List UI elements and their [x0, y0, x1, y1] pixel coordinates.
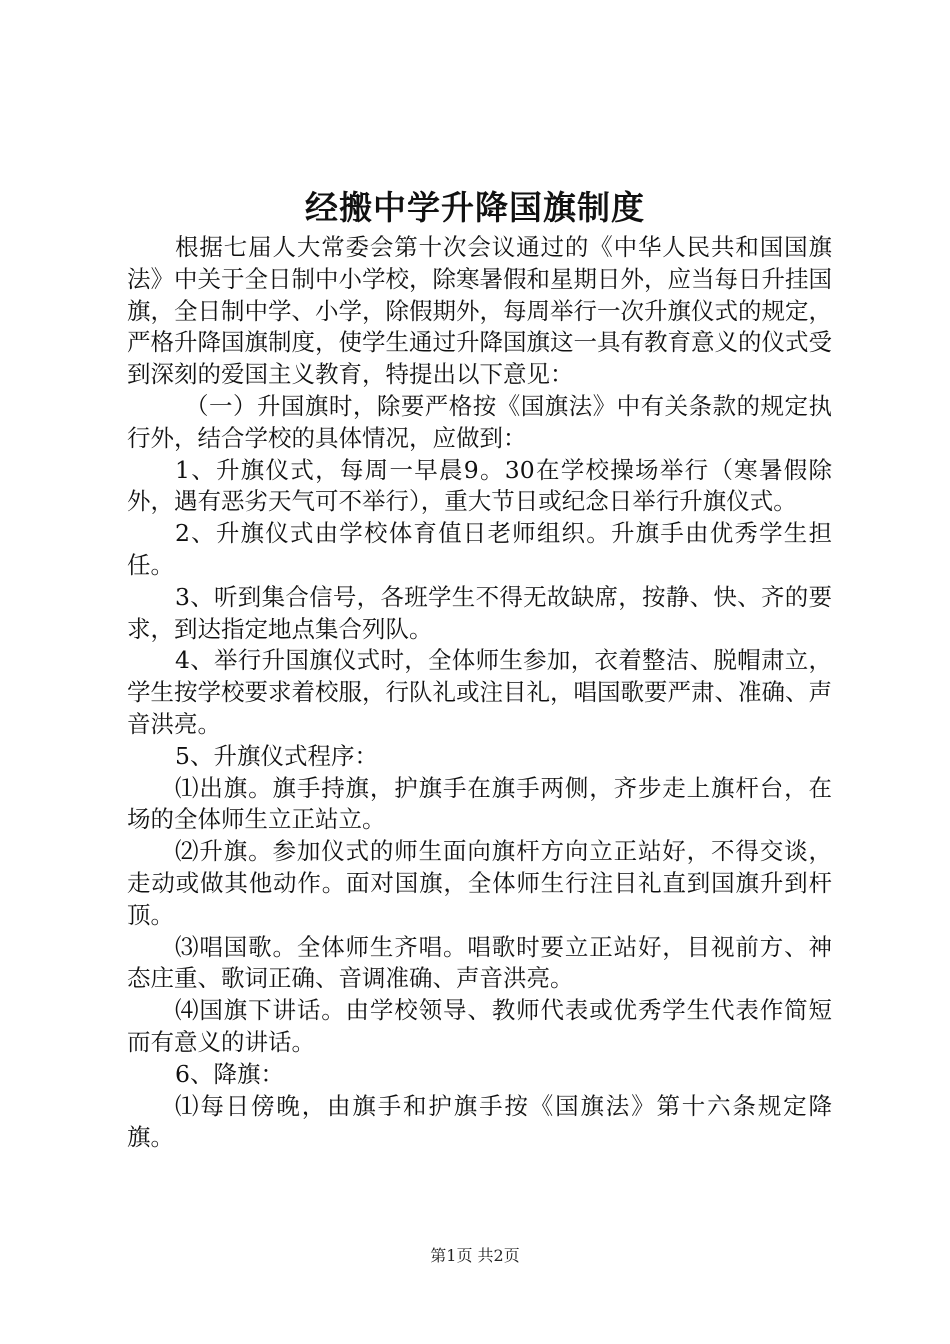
paragraph-item-4: 4、举行升国旗仪式时，全体师生参加，衣着整洁、脱帽肃立，学生按学校要求着校服，行队礼或注目礼，唱国歌要严肃、准确、声音洪亮。: [127, 646, 832, 738]
paragraph-lower-1: ⑴每日傍晚，由旗手和护旗手按《国旗法》第十六条规定降旗。: [127, 1091, 832, 1152]
paragraph-step-1: ⑴出旗。旗手持旗，护旗手在旗手两侧，齐步走上旗杆台，在场的全体师生立正站立。: [127, 773, 832, 834]
paragraph-step-2: ⑵升旗。参加仪式的师生面向旗杆方向立正站好，不得交谈，走动或做其他动作。面对国旗，全体师生行注目礼直到国旗升到杆顶。: [127, 837, 832, 929]
paragraph-section-1: （一）升国旗时，除要严格按《国旗法》中有关条款的规定执行外，结合学校的具体情况，应做到：: [127, 391, 832, 452]
document-title: 经搬中学升降国旗制度: [305, 188, 645, 227]
paragraph-item-3: 3、听到集合信号，各班学生不得无故缺席，按静、快、齐的要求，到达指定地点集合列队。: [127, 582, 832, 643]
document-body: [127, 232, 832, 1154]
paragraph-step-3: ⑶唱国歌。全体师生齐唱。唱歌时要立正站好，目视前方、神态庄重、歌词正确、音调准确、声音洪亮。: [127, 932, 832, 993]
paragraph-item-1: 1、升旗仪式，每周一早晨9。30在学校操场举行（寒暑假除外，遇有恶劣天气可不举行），重大节日或纪念日举行升旗仪式。: [127, 455, 832, 516]
paragraph-intro: 根据七届人大常委会第十次会议通过的《中华人民共和国国旗法》中关于全日制中小学校，除寒暑假和星期日外，应当每日升挂国旗，全日制中学、小学，除假期外，每周举行一次升旗仪式的规定，严格升降国旗制度，使学生通过升降国旗这一具有教育意义的仪式受到深刻的爱国主义教育，特提出以下意见：: [127, 233, 832, 389]
paragraph-step-4: ⑷国旗下讲话。由学校领导、教师代表或优秀学生代表作简短而有意义的讲话。: [127, 996, 832, 1056]
page-number: 第1页 共2页: [430, 1246, 520, 1265]
paragraph-item-6: 6、降旗：: [175, 1059, 284, 1088]
paragraph-item-5: 5、升旗仪式程序：: [175, 741, 378, 770]
paragraph-item-2: 2、升旗仪式由学校体育值日老师组织。升旗手由优秀学生担任。: [127, 519, 832, 579]
